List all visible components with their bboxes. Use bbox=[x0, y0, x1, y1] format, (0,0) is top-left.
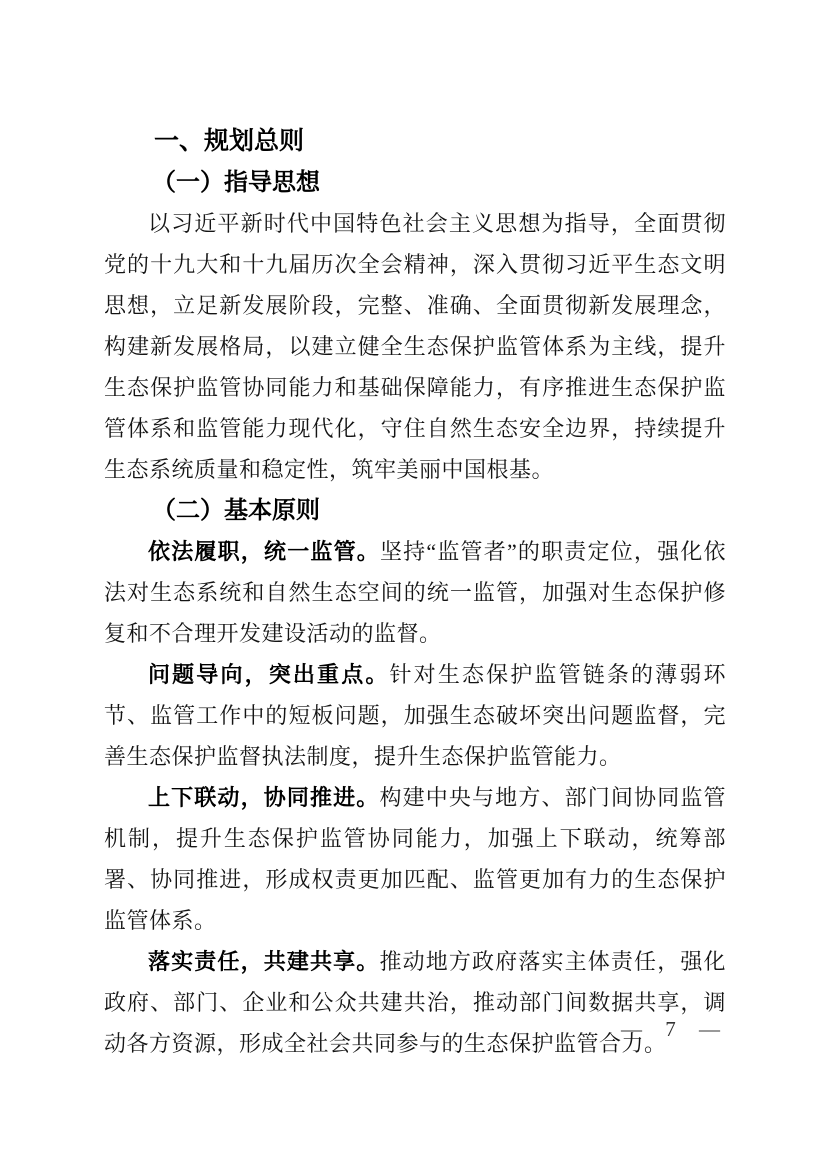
paragraph-principle-1 bbox=[104, 531, 726, 654]
paragraph-text: 针对生态保护监管链条的薄弱环节、监管工作中的短板问题，加强生态破坏突出问题监督，完善生态保护监督执法制度，提升生态保护监管能力。 bbox=[104, 662, 726, 769]
subsection-heading-basic-principles: （二）基本原则 bbox=[152, 497, 320, 524]
paragraph-principle-2 bbox=[104, 654, 726, 777]
principle-lead-text: 落实责任，共建共享。 bbox=[148, 949, 380, 974]
paragraph-principle-3 bbox=[104, 777, 726, 941]
paragraph-text: 推动地方政府落实主体责任，强化政府、部门、企业和公众共建共治，推动部门间数据共享，调动各方资源，形成全社会共同参与的生态保护监管合力。 bbox=[104, 949, 726, 1056]
paragraph-text: 坚持“监管者”的职责定位，强化依法对生态系统和自然生态空间的统一监管，加强对生态保护修复和不合理开发建设活动的监督。 bbox=[104, 539, 726, 646]
paragraph-guiding-ideology bbox=[104, 203, 726, 490]
page-number: — 7 — bbox=[621, 1017, 722, 1041]
document-content bbox=[104, 120, 726, 1064]
paragraph-text: 构建中央与地方、部门间协同监管机制，提升生态保护监管协同能力，加强上下联动，统筹部署、协同推进，形成权责更加匹配、监管更加有力的生态保护监管体系。 bbox=[104, 785, 726, 933]
principle-lead-text: 上下联动，协同推进。 bbox=[148, 785, 380, 810]
principle-lead-text: 依法履职，统一监管。 bbox=[148, 539, 380, 564]
subsection-heading-guiding-ideology: （一）指导思想 bbox=[152, 169, 320, 196]
chapter-title: 一、规划总则 bbox=[154, 127, 305, 155]
principle-lead-text: 问题导向，突出重点。 bbox=[148, 662, 390, 687]
paragraph-text: 以习近平新时代中国特色社会主义思想为指导，全面贯彻党的十九大和十九届历次全会精神，深入贯彻习近平生态文明思想，立足新发展阶段，完整、准确、全面贯彻新发展理念，构建新发展格局，以建立健全生态保护监管体系为主线，提升生态保护监管协同能力和基础保障能力，有序推进生态保护监管体系和监管能力现代化，守住自然生态安全边界，持续提升生态系统质量和稳定性，筑牢美丽中国根基。 bbox=[104, 211, 726, 482]
paragraph-principle-4 bbox=[104, 941, 726, 1064]
